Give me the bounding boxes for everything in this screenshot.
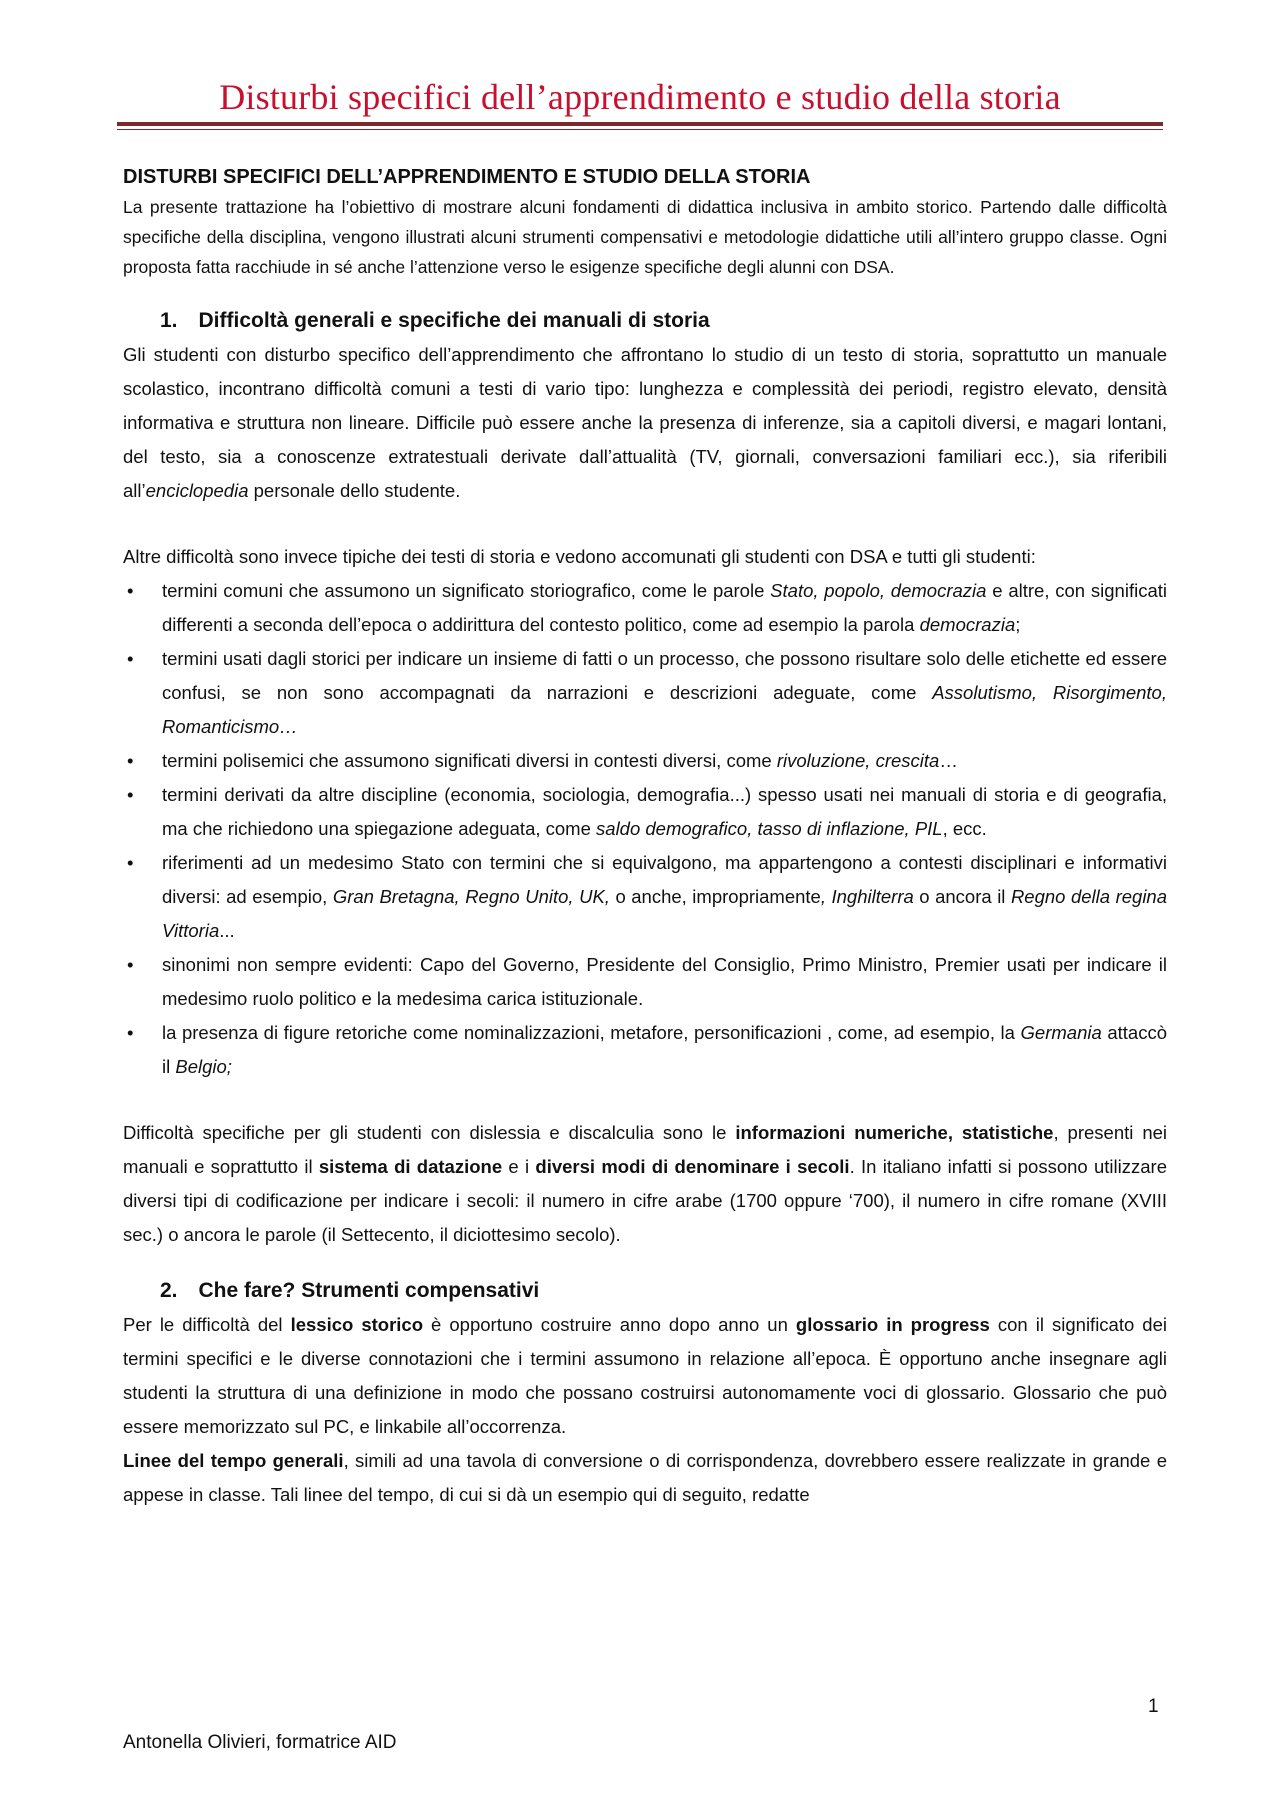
list-item: • termini derivati da altre discipline (economia, sociologia, demografia...) spesso usati nei manuali di storia e di geografia, ma che richiedono una spiegazione adeguata, come saldo demografico, tasso di inflazione, PIL, ecc.	[123, 778, 1167, 846]
header-rule-thick	[117, 122, 1163, 126]
bullet-icon: •	[127, 1022, 134, 1043]
section-2-paragraph-2: Linee del tempo generali, simili ad una tavola di conversione o di corrispondenza, dovrebbero essere realizzate in grande e appese in classe. Tali linee del tempo, di cui si dà un esempio qui di seguito, redatte	[123, 1450, 1167, 1505]
list-item: • termini comuni che assumono un significato storiografico, come le parole Stato, popolo, democrazia e altre, con significati differenti a seconda dell’epoca o addirittura del contesto politico, come ad esempio la parola democrazia;	[123, 574, 1167, 642]
section-1-paragraph-1: Gli studenti con disturbo specifico dell’apprendimento che affrontano lo studio di un testo di storia, soprattutto un manuale scolastico, incontrano difficoltà comuni a testi di vario tipo: lunghezza e complessità dei periodi, registro elevato, densità informativa e struttura non lineare. Difficile può essere anche la presenza di inferenze, sia a capitoli diversi, e magari lontani, del testo, sia a conoscenze extratestuali derivate dall’attualità (TV, giornali, conversazioni familiari ecc.), sia riferibili all’enciclopedia personale dello studente.	[123, 344, 1167, 501]
list-item: • termini polisemici che assumono significati diversi in contesti diversi, come rivoluzione, crescita…	[123, 744, 1167, 778]
header-rule-thin	[117, 129, 1163, 130]
bullet-icon: •	[127, 750, 134, 771]
bullet-icon: •	[127, 784, 134, 805]
page-header-title: Disturbi specifici dell’apprendimento e studio della storia	[219, 77, 1061, 117]
list-item: • la presenza di figure retoriche come nominalizzazioni, metafore, personificazioni , come, ad esempio, la Germania attaccò il Belgio;	[123, 1016, 1167, 1084]
difficulty-list	[123, 574, 1167, 1084]
section-1-paragraph-3: Difficoltà specifiche per gli studenti con dislessia e discalculia sono le informazioni numeriche, statistiche, presenti nei manuali e soprattutto il sistema di datazione e i diversi modi di denominare i secoli. In italiano infatti si possono utilizzare diversi tipi di codificazione per indicare i secoli: il numero in cifre arabe (1700 oppure ‘700), il numero in cifre romane (XVIII sec.) o ancora le parole (il Settecento, il diciottesimo secolo).	[123, 1122, 1168, 1245]
footer-author: Antonella Olivieri, formatrice AID	[123, 1732, 397, 1753]
section-1-paragraph-2: Altre difficoltà sono invece tipiche dei testi di storia e vedono accomunati gli studenti con DSA e tutti gli studenti:	[123, 546, 1036, 567]
page-number: 1	[1148, 1696, 1159, 1717]
bullet-icon: •	[127, 852, 134, 873]
list-item: • sinonimi non sempre evidenti: Capo del Governo, Presidente del Consiglio, Primo Ministro, Premier usati per indicare il medesimo ruolo politico e la medesima carica istituzionale.	[123, 948, 1167, 1016]
bullet-icon: •	[127, 954, 134, 975]
bullet-icon: •	[127, 580, 134, 601]
list-item: • riferimenti ad un medesimo Stato con termini che si equivalgono, ma appartengono a contesti disciplinari e informativi diversi: ad esempio, Gran Bretagna, Regno Unito, UK, o anche, impropriamente, Inghilterra o ancora il Regno della regina Vittoria...	[123, 846, 1167, 948]
bullet-icon: •	[127, 648, 134, 669]
section-2-paragraph-1: Per le difficoltà del lessico storico è opportuno costruire anno dopo anno un glossario in progress con il significato dei termini specifici e le diverse connotazioni che i termini assumono in relazione all’epoca. È opportuno anche insegnare agli studenti la struttura di una definizione in modo che possano costruirsi autonomamente voci di glossario. Glossario che può essere memorizzato sul PC, e linkabile all’occorrenza.	[123, 1314, 1167, 1437]
section-2-heading: 2. Che fare? Strumenti compensativi	[160, 1279, 540, 1302]
list-item: • termini usati dagli storici per indicare un insieme di fatti o un processo, che possono risultare solo delle etichette ed essere confusi, se non sono accompagnati da narrazioni e descrizioni adeguate, come Assolutismo, Risorgimento, Romanticismo…	[123, 642, 1167, 744]
document-body	[123, 162, 1167, 1512]
intro-paragraph: La presente trattazione ha l’obiettivo di mostrare alcuni fondamenti di didattica inclusiva in ambito storico. Partendo dalle difficoltà specifiche della disciplina, vengono illustrati alcuni strumenti compensativi e metodologie didattiche utili all’intero gruppo classe. Ogni proposta fatta racchiude in sé anche l’attenzione verso le esigenze specifiche degli alunni con DSA.	[123, 197, 1167, 277]
section-1-heading: 1. Difficoltà generali e specifiche dei manuali di storia	[160, 309, 710, 332]
document-title: DISTURBI SPECIFICI DELL’APPRENDIMENTO E STUDIO DELLA STORIA	[123, 166, 811, 188]
